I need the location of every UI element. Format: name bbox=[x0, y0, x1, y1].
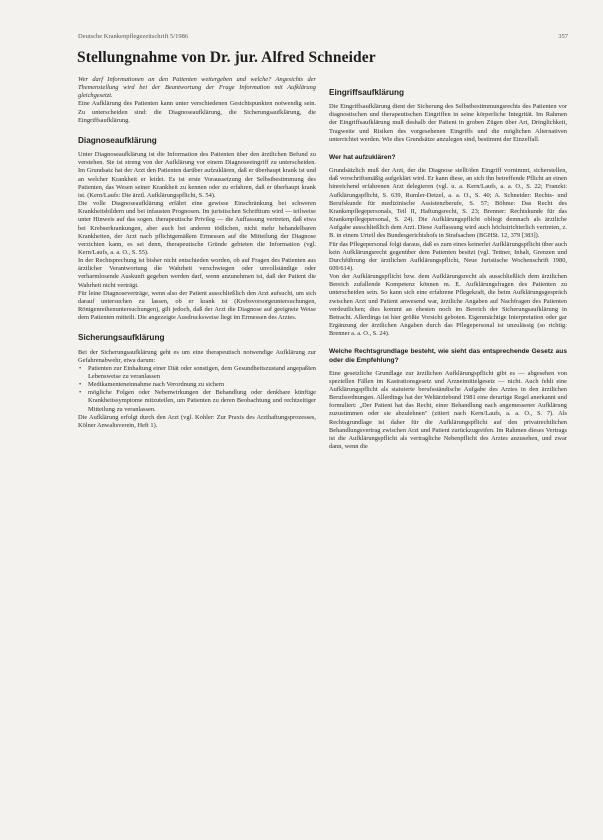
list-item: • mögliche Folgen oder Nebenwirkungen der Behandlung oder denkbare künftige Krankheitssymptome mitzuteilen, um Patienten zu deren Beobachtung und rechtzeitiger Mitteilung zu veranlassen. bbox=[88, 389, 316, 413]
page-number: 357 bbox=[558, 33, 568, 40]
intro-paragraph: Wer darf Informationen an den Patienten weitergeben und welche? Angesichts der Themenstellung wird bei der Beantwortung der Frage Information mit Aufklärung gleichgesetzt. bbox=[78, 76, 316, 100]
article-title: Stellungnahme von Dr. jur. Alfred Schneider bbox=[77, 49, 376, 66]
diagnose-paragraph-4: Für leine Diagnoseverträge, wenn also der Patient ausschließlich den Arzt aufsucht, um sich darauf untersuchen zu lassen, ob er krank ist (Krebsvorsorgeuntersuchungen, Röntgenreihenuntersuchungen), gilt jedoch, daß der Arzt die Diagnose auf geeignete Weise dem Patienten mitteilt. Die angezeigte Ausdrucksweise liegt im Ermessen des Arztes. bbox=[78, 289, 316, 322]
diagnose-paragraph-3: In der Rechtsprechung ist bisher nicht entschieden worden, ob auf Fragen des Patienten aus ärztlicher Verantwortung die Wahrheit verschwiegen oder unvollständige oder verharmlosende Auskunft gegeben werden darf, wenn anzunehmen ist, daß der Patient die Wahrheit nicht verträgt. bbox=[78, 257, 316, 289]
section-heading-sicherung: Sicherungsaufklärung bbox=[78, 333, 165, 343]
left-column bbox=[78, 76, 316, 430]
sicherung-intro: Bei der Sicherungsaufklärung geht es um eine therapeutisch notwendige Aufklärung zur Gefahrenabwehr, etwa darum: bbox=[78, 348, 316, 364]
wer-paragraph-3: Von der Aufklärungspflicht bzw. dem Aufklärungsrecht als ausschließlich dem ärztlichen Bereich zufallende Kompetenz können m. E. Aufklärungsfragen des Patienten zu unterscheiden sein. So kann sich eine erfahrene Pflegekraft, die beim Aufklärungsgespräch zwischen Arzt und Patient anwesend war, ärztliche Angaben auf Nachfragen des Patienten verdeutlichen; dies kommt an ehesten noch im Bereich der Sicherungsaufklärung in Betracht. Allerdings ist hier größte Vorsicht geboten. Eigenmächtige Interpretation oder gar Ergänzung der ärztlichen Angaben durch das Pflegepersonal ist unzulässig (so richtig: Brenner a. a. O., S. 24). bbox=[329, 273, 567, 338]
right-column bbox=[329, 76, 567, 451]
running-head bbox=[78, 33, 568, 40]
subheading-welche: Welche Rechtsgrundlage besteht, wie sieht das entsprechende Gesetz aus oder die Empfehlung? bbox=[329, 348, 567, 364]
intro-paragraph-2: Eine Aufklärung des Patienten kann unter verschiedenen Gesichtspunkten notwendig sein. Zu unterscheiden sind: die Diagnoseaufklärung, die Sicherungsaufklärung, die Eingriffsaufklärung. bbox=[78, 100, 316, 124]
list-item: • Medikamenteneinnahme nach Verordnung zu sichern bbox=[88, 381, 316, 389]
journal-name: Deutsche Krankenpflegezeitschrift 5/1986 bbox=[78, 33, 189, 40]
sicherung-list bbox=[78, 365, 316, 414]
wer-paragraph-2: Für das Pflegepersonal folgt daraus, daß es zum eines keinerlei Aufklärungspflicht über auch kein Aufklärungsrecht gegenüber dem Patienten besitzt (vgl. Tettner, Inhalt, Grenzen und Durchführung der ärztlichen Aufklärungspflicht, Neue Juristische Wochenschrift 1980, 609/614). bbox=[329, 240, 567, 272]
list-item: • Patienten zur Einhaltung einer Diät oder sonstigen, dem Gesundheitszustand angepaßten Lebensweise zu veranlassen bbox=[88, 365, 316, 381]
sicherung-end: Die Aufklärung erfolgt durch den Arzt (vgl. Kohler: Zur Praxis des Arzthaftungsprozesses, Kölner Anwaltsverein, Heft 1). bbox=[78, 413, 316, 429]
subheading-wer: Wer hat aufzuklären? bbox=[329, 153, 396, 161]
section-heading-eingriff: Eingriffsaufklärung bbox=[329, 88, 405, 97]
welche-paragraph-1: Eine gesetzliche Grundlage zur ärztlichen Aufklärungspflicht gibt es — abgesehen von speziellen Fällen im Kastrationsgesetz und Arzneimittelgesetz — nicht. Auch fehlt eine Aufklärungspflicht als statuierte berufsständische Aufgabe des Arztes in den ärztlichen Berufsordnungen. Allerdings hat der Weltärztebund 1981 eine derartige Regel anerkannt und formuliert: „Der Patient hat das Recht, einer Behandlung nach angemessener Aufklärung zuzustimmen oder sie abzulehnen" (zitiert nach Kern/Laufs, a. a. O., S. 7). Als Rechtsgrundlage ist daher für die Aufklärungspflicht auf den privatrechtlichen Behandlungsvertrag zwischen Arzt und Patient zurückzugreifen. Im Rahmen dieses Vertrags ist die Aufklärungspflicht als vertragliche Nebenpflicht des Arztes anzusehen, und zwar dann, wenn die bbox=[329, 369, 567, 451]
diagnose-paragraph-1: Unter Diagnoseaufklärung ist die Information des Patienten über den ärztlichen Befund zu verstehen. Sie ist streng von der Aufklärung vor einem Diagnoseeingriff zu unterscheiden. Im Grundsatz hat der Arzt den Patienten darüber aufzuklären, daß er überhaupt krank ist und an welcher Krankheit er leidet. Es ist erste Voraussetzung der Selbstbestimmung des Patienten, das Wesen seiner Krankheit zu kennen oder zu erfahren, daß er überhaupt krank ist. (Kern/Laufs: Die ärztl. Aufklärungspflicht, S. 54). bbox=[78, 151, 316, 199]
wer-paragraph-1: Grundsätzlich muß der Arzt, der die Diagnose stellt/den Eingriff vornimmt, sicherstellen, daß vorschriftsmäßig aufgeklärt wird. Er kann diese, an sich ihn betreffende Pflicht an einen hinreichend erfahrenen Arzt delegieren (vgl. u. a. Kern/Laufs, a. a. O., S. 22; Franzki: Aufklärungspflicht, S. 639, Rumler-Detzel, a. a. O., S. 40; A. Schneider: Rechts- und Berufskunde für medizinische Assistenzberufe, S. 57; Böhme: Das Recht des Krankenpflegepersonals, Teil II, Haftungsrecht, S. 23; Brenner: Rechtskunde für das Krankenpflegepersonal, S. 24). Die Aufklärungspflicht obliegt demnach als ärztliche Aufgabe ausschließlich dem Arzt. Diese Auffassung wird auch höchstrichterlich vertreten, z. B. in einem Urteil des Bundesgerichtshofs in Strafsachen (BGHSt. 12, 379 [383]). bbox=[329, 167, 567, 240]
section-heading-diagnose: Diagnoseaufklärung bbox=[78, 135, 157, 145]
diagnose-paragraph-2: Die volle Diagnoseaufklärung erfährt eine gewisse Einschränkung bei schweren Krankheitsbildern und bei infausten Prognosen. Im juristischen Schrifttum wird — teilweise unter Hinweis auf das sogen. therapeutische Privileg — die Auffassung vertreten, daß etwa bei Krebserkrankungen, aber auch bei anderen tödlichen, nicht mehr behandelbaren Krankheiten, der Arzt nach pflichtgemäßem Ermessen auf die Mitteilung der Diagnose verzichten kann, es sei denn, therapeutische Gründe gebieten die Information (vgl. Kern/Laufs, a. a. O., S. 55). bbox=[78, 200, 316, 256]
eingriff-paragraph-1: Die Eingriffsaufklärung dient der Sicherung des Selbstbestimmungsrechts des Patienten vor diagnostischen und therapeutischen Eingriffen in seine körperliche Integrität. Im Rahmen der Eingriffsaufklärung muß deshalb der Patient in groben Zügen über Art, Dringlichkeit, Tragweite und Risiken des vorgesehenen Eingriffs und die möglichen Alternativen unterrichtet werden. Wie dies Grundsätze anzulegen sind, bestimmt der Einzelfall. bbox=[329, 103, 567, 143]
